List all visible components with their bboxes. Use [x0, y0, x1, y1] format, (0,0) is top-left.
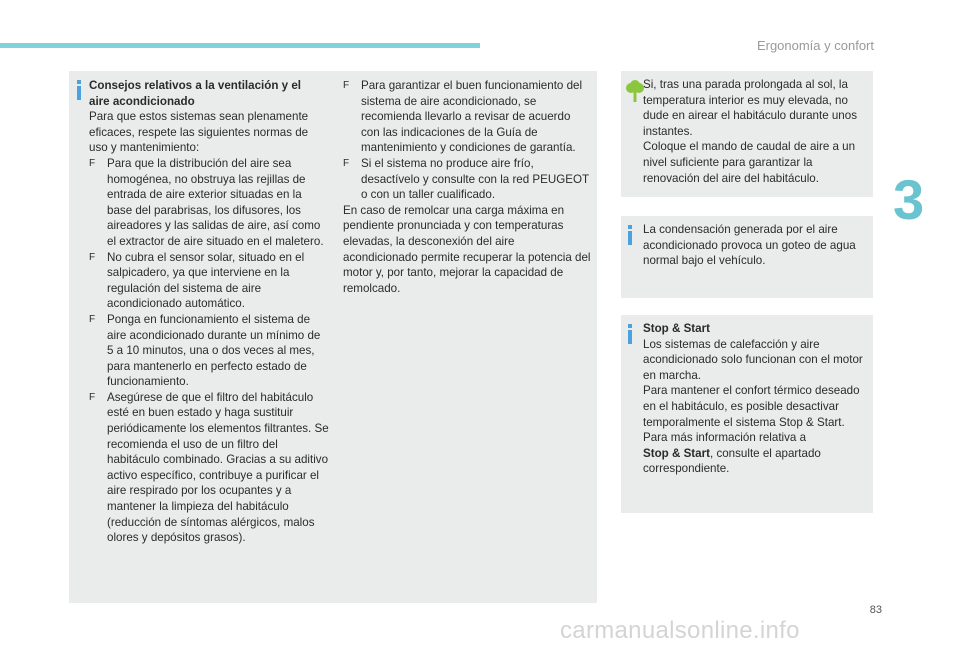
info-icon [75, 80, 83, 105]
bullet-mark: F [343, 157, 350, 169]
tree-icon [626, 80, 644, 107]
condensation-info-box [621, 216, 873, 298]
list-item: F Si el sistema no produce aire frío, desactívelo y consulte con la red PEUGEOT o con un taller cualificado. [343, 156, 589, 202]
info-icon [626, 324, 634, 349]
list-item: F No cubra el sensor solar, situado en el salpicadero, ya que interviene en la regulación del sistema de aire acondicionado automático. [89, 250, 305, 311]
bullet-mark: F [89, 391, 96, 403]
list-item: F Para que la distribución del aire sea homogénea, no obstruya las rejillas de entrada de aire exterior situadas en la base del parabrisas, los difusores, los aireadores y las salidas de aire, así como el extractor de aire situado en el maletero. [89, 156, 324, 248]
environment-tip-text: Si, tras una parada prolongada al sol, la temperatura interior es muy elevada, no dude en airear el habitáculo durante unos instantes. Coloque el mando de caudal de aire a un nivel suficiente para garantizar la renovación del aire del habitáculo. [643, 78, 857, 185]
list-item: F Para garantizar el buen funcionamiento del sistema de aire acondicionado, se recomienda llevarlo a revisar de acuerdo con las indicaciones de la Guía de mantenimiento y condiciones de garantía. [343, 79, 583, 155]
bullet-mark: F [89, 313, 96, 325]
environment-tip-box [621, 71, 873, 197]
list-item: F Ponga en funcionamiento el sistema de aire acondicionado durante un mínimo de 5 a 10 minutos, una o dos veces al mes, para mantenerlo en perfecto estado de funcionamiento. [89, 312, 321, 389]
stop-start-title: Stop & Start [643, 322, 710, 335]
section-title: Ergonomía y confort [756, 38, 874, 53]
bullet-mark: F [89, 157, 96, 169]
bullet-mark: F [89, 251, 96, 263]
chapter-number: 3 [893, 168, 925, 231]
list-item: F Asegúrese de que el filtro del habitáculo esté en buen estado y haga sustituir periódicamente los elementos filtrantes. Se recomienda el uso de un filtro del habitáculo combinado. Gracias a su aditivo activo específico, contribuye a purificar el aire respirado por los ocupantes y a mantener la limpieza del habitáculo (reducción de síntomas alérgicos, malos olores y depósitos grasos). [89, 390, 329, 545]
towing-paragraph: En caso de remolcar una carga máxima en pendiente pronunciada y con temperaturas elevadas, la desconexión del aire acondicionado permite recuperar la potencia del motor y, por tanto, mejorar la capacidad de remolcado. [343, 203, 591, 295]
stop-start-info-box [621, 315, 873, 513]
header-accent-bar [0, 43, 480, 48]
advice-heading-line1: Consejos relativos a la ventilación y el [89, 79, 301, 92]
info-icon [626, 225, 634, 250]
advice-column-1 [89, 78, 329, 546]
advice-column-2 [343, 78, 591, 296]
condensation-text: La condensación generada por el aire acondicionado provoca un goteo de agua normal bajo el vehículo. [643, 223, 856, 268]
page-number: 83 [869, 604, 882, 616]
stop-start-text: Stop & Start Los sistemas de calefacción y aire acondicionado solo funcionan con el motor en marcha. Para mantener el confort térmico deseado en el habitáculo, es posible desactivar temporalmente el sistema Stop & Start. Para más información relativa a Stop & Start, consulte el apartado correspondiente. [643, 321, 869, 477]
advice-heading-line2: aire acondicionado [89, 94, 195, 108]
bullet-mark: F [343, 80, 350, 91]
watermark: carmanualsonline.info [560, 617, 800, 644]
advice-intro: Para que estos sistemas sean plenamente eficaces, respete las siguientes normas de uso y mantenimiento: [89, 110, 309, 155]
